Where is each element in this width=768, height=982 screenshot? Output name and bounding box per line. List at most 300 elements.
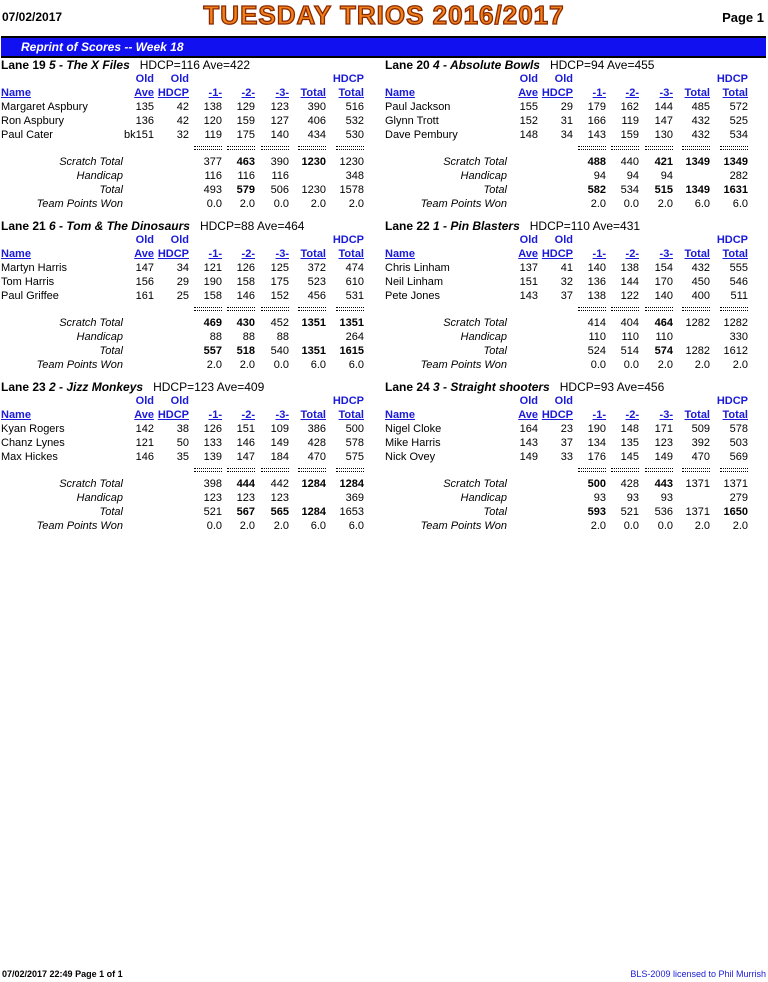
player-name: Pete Jones — [385, 290, 441, 302]
summary-handicap-value: 279 — [729, 492, 748, 504]
summary-handicap-value: 348 — [345, 170, 364, 182]
col-header-g3: -3- — [659, 409, 673, 421]
player-name: Nick Ovey — [385, 451, 436, 463]
summary-handicap-value: 94 — [660, 170, 673, 182]
player-score: 190 — [587, 423, 606, 435]
player-score: 138 — [620, 262, 639, 274]
separator-line — [720, 471, 748, 472]
player-score: 38 — [176, 423, 189, 435]
player-score: 121 — [135, 437, 154, 449]
player-score: 474 — [345, 262, 364, 274]
player-score: 456 — [307, 290, 326, 302]
player-score: 136 — [587, 276, 606, 288]
col-header-total: Total — [684, 409, 710, 421]
player-score: 125 — [270, 262, 289, 274]
player-score: 142 — [135, 423, 154, 435]
summary-total-value: 1653 — [339, 506, 364, 518]
separator-line — [336, 146, 364, 147]
separator-line — [194, 468, 222, 469]
separator-line — [336, 149, 364, 150]
lane-title — [385, 219, 640, 233]
summary-scratch-value: 1282 — [685, 317, 710, 329]
summary-total-value: 557 — [203, 345, 222, 357]
summary-label-handicap: Handicap — [460, 331, 507, 343]
player-score: 386 — [307, 423, 326, 435]
summary-label-total: Total — [99, 506, 123, 518]
player-score: 610 — [345, 276, 364, 288]
col-header-ave: Ave — [134, 409, 154, 421]
footer-license: BLS-2009 licensed to Phil Murrish — [630, 969, 766, 979]
summary-total-value: 579 — [236, 184, 255, 196]
col-header-old: Old — [170, 234, 189, 246]
summary-points-value: 2.0 — [239, 198, 255, 210]
summary-scratch-value: 1371 — [685, 478, 710, 490]
player-name: Tom Harris — [1, 276, 55, 288]
col-header-old: Old — [554, 234, 573, 246]
col-header-ave: Ave — [518, 87, 538, 99]
player-score: 123 — [654, 437, 673, 449]
summary-scratch-value: 428 — [620, 478, 639, 490]
col-header-g3: -3- — [275, 248, 289, 260]
separator-line — [645, 307, 673, 308]
separator-line — [194, 149, 222, 150]
separator-line — [578, 146, 606, 147]
separator-line — [720, 146, 748, 147]
summary-points-value: 2.0 — [657, 359, 673, 371]
player-score: 149 — [519, 451, 538, 463]
separator-line — [298, 468, 326, 469]
separator-line — [298, 149, 326, 150]
player-score: 140 — [587, 262, 606, 274]
player-score: 166 — [587, 115, 606, 127]
col-header-hdcp: HDCP — [716, 73, 748, 85]
summary-scratch-value: 390 — [270, 156, 289, 168]
player-score: 158 — [203, 290, 222, 302]
player-score: 390 — [307, 101, 326, 113]
col-header-hdcp: HDCP — [157, 248, 189, 260]
summary-scratch-value: 442 — [270, 478, 289, 490]
player-score: 37 — [560, 290, 573, 302]
player-score: 175 — [270, 276, 289, 288]
col-header-total: Total — [300, 248, 326, 260]
separator-line — [611, 307, 639, 308]
separator-line — [611, 149, 639, 150]
col-header-total: Total — [722, 248, 748, 260]
summary-scratch-value: 1349 — [685, 156, 710, 168]
col-header-g2: -2- — [625, 248, 639, 260]
summary-label-points: Team Points Won — [420, 198, 507, 210]
team-name: 5 - The X Files — [49, 58, 130, 72]
summary-handicap-value: 110 — [588, 331, 606, 343]
separator-line — [720, 307, 748, 308]
player-score: 500 — [345, 423, 364, 435]
summary-total-value: 1578 — [339, 184, 364, 196]
player-score: 509 — [691, 423, 710, 435]
player-score: 428 — [307, 437, 326, 449]
summary-total-value: 515 — [654, 184, 673, 196]
col-header-hdcp: HDCP — [716, 395, 748, 407]
player-score: 175 — [236, 129, 255, 141]
col-header-name: Name — [1, 248, 31, 260]
col-header-g2: -2- — [241, 409, 255, 421]
summary-points-value: 0.0 — [273, 359, 289, 371]
player-score: 149 — [270, 437, 289, 449]
player-score: 511 — [730, 290, 748, 302]
summary-scratch-value: 1282 — [723, 317, 748, 329]
player-score: 109 — [270, 423, 289, 435]
summary-total-value: 565 — [270, 506, 289, 518]
summary-points-value: 0.0 — [273, 198, 289, 210]
player-score: 147 — [135, 262, 154, 274]
separator-line — [578, 468, 606, 469]
team-name: 6 - Tom & The Dinosaurs — [49, 219, 190, 233]
summary-handicap-value: 110 — [621, 331, 639, 343]
summary-handicap-value: 110 — [655, 331, 673, 343]
summary-points-value: 2.0 — [694, 359, 710, 371]
player-name: Neil Linham — [385, 276, 444, 288]
player-score: 450 — [691, 276, 710, 288]
team-handicap: HDCP=110 Ave=431 — [529, 219, 641, 233]
separator-line — [611, 468, 639, 469]
col-header-old: Old — [519, 73, 538, 85]
summary-label-points: Team Points Won — [36, 359, 123, 371]
player-name: Kyan Rogers — [1, 423, 65, 435]
separator-line — [194, 307, 222, 308]
summary-handicap-value: 88 — [276, 331, 289, 343]
separator-line — [336, 307, 364, 308]
player-score: 531 — [345, 290, 364, 302]
col-header-hdcp: HDCP — [157, 409, 189, 421]
player-score: 50 — [176, 437, 189, 449]
summary-handicap-value: 264 — [345, 331, 364, 343]
team-handicap: HDCP=94 Ave=455 — [549, 58, 655, 72]
separator-line — [682, 471, 710, 472]
summary-handicap-value: 94 — [593, 170, 606, 182]
col-header-g3: -3- — [659, 87, 673, 99]
player-score: 432 — [691, 262, 710, 274]
summary-label-total: Total — [483, 184, 507, 196]
separator-line — [298, 146, 326, 147]
footer-timestamp: 07/02/2017 22:49 Page 1 of 1 — [2, 969, 123, 979]
separator-line — [227, 468, 255, 469]
summary-total-value: 521 — [620, 506, 639, 518]
col-header-old: Old — [519, 234, 538, 246]
summary-total-value: 574 — [654, 345, 673, 357]
col-header-hdcp: HDCP — [157, 87, 189, 99]
summary-points-value: 6.0 — [694, 198, 710, 210]
separator-line — [298, 471, 326, 472]
separator-line — [336, 471, 364, 472]
player-score: 144 — [654, 101, 673, 113]
separator-line — [227, 471, 255, 472]
player-score: 130 — [654, 129, 673, 141]
summary-label-total: Total — [99, 345, 123, 357]
player-score: 470 — [307, 451, 326, 463]
summary-total-value: 518 — [236, 345, 255, 357]
lane-block — [1, 219, 371, 380]
player-score: 42 — [176, 115, 189, 127]
col-header-name: Name — [385, 248, 415, 260]
summary-scratch-value: 1371 — [723, 478, 748, 490]
player-score: 29 — [560, 101, 573, 113]
player-score: 516 — [345, 101, 364, 113]
player-score: 119 — [204, 129, 222, 141]
separator-line — [578, 149, 606, 150]
player-name: Paul Griffee — [1, 290, 59, 302]
separator-line — [194, 146, 222, 147]
summary-points-value: 2.0 — [310, 198, 326, 210]
col-header-old: Old — [170, 73, 189, 85]
col-header-hdcp: HDCP — [541, 248, 573, 260]
header-date: 07/02/2017 — [2, 10, 63, 24]
player-score: 126 — [236, 262, 255, 274]
player-score: 158 — [236, 276, 255, 288]
player-score: 525 — [729, 115, 748, 127]
player-score: 406 — [307, 115, 326, 127]
separator-line — [611, 471, 639, 472]
col-header-g3: -3- — [275, 87, 289, 99]
player-score: bk151 — [124, 129, 154, 141]
player-score: 154 — [654, 262, 673, 274]
separator-line — [682, 149, 710, 150]
player-score: 121 — [203, 262, 222, 274]
player-score: 578 — [345, 437, 364, 449]
player-score: 143 — [519, 290, 538, 302]
col-header-name: Name — [385, 87, 415, 99]
col-header-g3: -3- — [275, 409, 289, 421]
separator-line — [227, 310, 255, 311]
player-name: Paul Jackson — [385, 101, 451, 113]
lane-block — [385, 219, 755, 380]
col-header-old: Old — [135, 73, 154, 85]
player-score: 126 — [203, 423, 222, 435]
summary-label-handicap: Handicap — [460, 170, 507, 182]
lane-number: Lane 20 — [385, 58, 430, 72]
col-header-total: Total — [722, 409, 748, 421]
player-score: 146 — [236, 437, 255, 449]
player-name: Mike Harris — [385, 437, 441, 449]
player-score: 162 — [620, 101, 639, 113]
player-score: 137 — [519, 262, 538, 274]
player-score: 179 — [587, 101, 606, 113]
col-header-g2: -2- — [241, 87, 255, 99]
player-score: 485 — [691, 101, 710, 113]
summary-scratch-value: 440 — [620, 156, 639, 168]
separator-line — [336, 310, 364, 311]
col-header-old: Old — [554, 395, 573, 407]
player-score: 534 — [729, 129, 748, 141]
summary-handicap-value: 369 — [345, 492, 364, 504]
lane-number: Lane 22 — [385, 219, 430, 233]
summary-points-value: 2.0 — [590, 198, 606, 210]
col-header-old: Old — [519, 395, 538, 407]
team-handicap: HDCP=88 Ave=464 — [199, 219, 305, 233]
lane-number: Lane 23 — [1, 380, 46, 394]
player-score: 41 — [560, 262, 573, 274]
player-score: 432 — [691, 115, 710, 127]
player-name: Paul Cater — [1, 129, 53, 141]
summary-points-value: 2.0 — [239, 520, 255, 532]
col-header-hdcp: HDCP — [541, 87, 573, 99]
col-header-g1: -1- — [592, 87, 606, 99]
separator-line — [578, 307, 606, 308]
player-score: 32 — [176, 129, 189, 141]
banner-text: Reprint of Scores -- Week 18 — [21, 40, 184, 54]
team-name: 1 - Pin Blasters — [433, 219, 520, 233]
col-header-old: Old — [554, 73, 573, 85]
summary-points-value: 6.0 — [348, 520, 364, 532]
summary-total-value: 1284 — [301, 506, 326, 518]
player-score: 120 — [203, 115, 222, 127]
player-score: 171 — [654, 423, 673, 435]
separator-line — [578, 471, 606, 472]
separator-line — [261, 468, 289, 469]
player-score: 372 — [307, 262, 326, 274]
col-header-hdcp: HDCP — [332, 73, 364, 85]
summary-total-value: 1650 — [723, 506, 748, 518]
lane-block — [385, 58, 755, 219]
player-score: 143 — [519, 437, 538, 449]
col-header-ave: Ave — [518, 248, 538, 260]
player-score: 159 — [620, 129, 639, 141]
summary-handicap-value: 94 — [626, 170, 639, 182]
player-score: 144 — [620, 276, 639, 288]
player-score: 25 — [176, 290, 189, 302]
col-header-g1: -1- — [592, 409, 606, 421]
lane-title — [1, 58, 250, 72]
summary-total-value: 1631 — [723, 184, 748, 196]
separator-line — [720, 149, 748, 150]
summary-label-points: Team Points Won — [420, 359, 507, 371]
player-score: 184 — [270, 451, 289, 463]
separator-line — [682, 307, 710, 308]
player-score: 140 — [270, 129, 289, 141]
player-score: 35 — [176, 451, 189, 463]
separator-line — [336, 468, 364, 469]
summary-points-value: 6.0 — [310, 520, 326, 532]
summary-scratch-value: 398 — [203, 478, 222, 490]
summary-total-value: 524 — [587, 345, 606, 357]
player-score: 151 — [236, 423, 255, 435]
summary-points-value: 0.0 — [206, 198, 222, 210]
player-name: Max Hickes — [1, 451, 58, 463]
col-header-ave: Ave — [518, 409, 538, 421]
summary-handicap-value: 93 — [593, 492, 606, 504]
summary-label-total: Total — [99, 184, 123, 196]
lane-number: Lane 21 — [1, 219, 46, 233]
col-header-g2: -2- — [625, 87, 639, 99]
summary-points-value: 6.0 — [348, 359, 364, 371]
summary-points-value: 0.0 — [623, 520, 639, 532]
col-header-name: Name — [1, 409, 31, 421]
page-number: Page 1 — [722, 10, 764, 25]
summary-points-value: 2.0 — [348, 198, 364, 210]
separator-line — [682, 310, 710, 311]
summary-scratch-value: 452 — [270, 317, 289, 329]
player-score: 34 — [176, 262, 189, 274]
player-name: Martyn Harris — [1, 262, 68, 274]
col-header-total: Total — [338, 409, 364, 421]
separator-line — [194, 310, 222, 311]
player-score: 37 — [560, 437, 573, 449]
col-header-g2: -2- — [625, 409, 639, 421]
player-score: 145 — [620, 451, 639, 463]
player-score: 190 — [203, 276, 222, 288]
team-name: 2 - Jizz Monkeys — [49, 380, 144, 394]
summary-scratch-value: 443 — [654, 478, 673, 490]
page-title: TUESDAY TRIOS 2016/2017 — [203, 0, 565, 30]
player-score: 161 — [135, 290, 154, 302]
summary-total-value: 514 — [620, 345, 639, 357]
player-score: 139 — [203, 451, 222, 463]
player-score: 31 — [560, 115, 573, 127]
summary-points-value: 6.0 — [732, 198, 748, 210]
player-score: 503 — [729, 437, 748, 449]
summary-points-value: 2.0 — [732, 520, 748, 532]
player-score: 575 — [345, 451, 364, 463]
summary-total-value: 567 — [236, 506, 255, 518]
summary-points-value: 0.0 — [623, 198, 639, 210]
player-score: 432 — [691, 129, 710, 141]
separator-line — [645, 146, 673, 147]
summary-total-value: 534 — [620, 184, 639, 196]
col-header-hdcp: HDCP — [332, 395, 364, 407]
player-score: 569 — [729, 451, 748, 463]
summary-total-value: 536 — [654, 506, 673, 518]
summary-handicap-value: 93 — [626, 492, 639, 504]
summary-handicap-value: 123 — [236, 492, 255, 504]
player-score: 148 — [620, 423, 639, 435]
col-header-g2: -2- — [241, 248, 255, 260]
separator-line — [645, 310, 673, 311]
player-score: 32 — [560, 276, 573, 288]
player-score: 578 — [729, 423, 748, 435]
player-score: 42 — [176, 101, 189, 113]
summary-points-value: 0.0 — [590, 359, 606, 371]
summary-scratch-value: 404 — [620, 317, 639, 329]
player-score: 134 — [587, 437, 606, 449]
summary-handicap-value: 123 — [270, 492, 289, 504]
player-score: 122 — [620, 290, 639, 302]
team-name: 3 - Straight shooters — [433, 380, 550, 394]
summary-scratch-value: 1351 — [339, 317, 364, 329]
player-score: 33 — [560, 451, 573, 463]
summary-handicap-value: 116 — [204, 170, 222, 182]
separator-line — [645, 149, 673, 150]
summary-total-value: 1351 — [301, 345, 326, 357]
separator-line — [682, 146, 710, 147]
summary-label-total: Total — [483, 506, 507, 518]
separator-line — [611, 310, 639, 311]
summary-scratch-value: 444 — [236, 478, 255, 490]
player-name: Nigel Cloke — [385, 423, 442, 435]
player-score: 572 — [729, 101, 748, 113]
summary-handicap-value: 116 — [271, 170, 289, 182]
summary-points-value: 2.0 — [273, 520, 289, 532]
separator-line — [261, 307, 289, 308]
summary-label-points: Team Points Won — [36, 198, 123, 210]
summary-points-value: 0.0 — [623, 359, 639, 371]
col-header-hdcp: HDCP — [332, 234, 364, 246]
player-score: 133 — [203, 437, 222, 449]
player-score: 135 — [135, 101, 154, 113]
player-score: 546 — [729, 276, 748, 288]
separator-line — [645, 468, 673, 469]
separator-line — [227, 146, 255, 147]
summary-scratch-value: 469 — [203, 317, 222, 329]
summary-points-value: 2.0 — [732, 359, 748, 371]
player-score: 164 — [519, 423, 538, 435]
